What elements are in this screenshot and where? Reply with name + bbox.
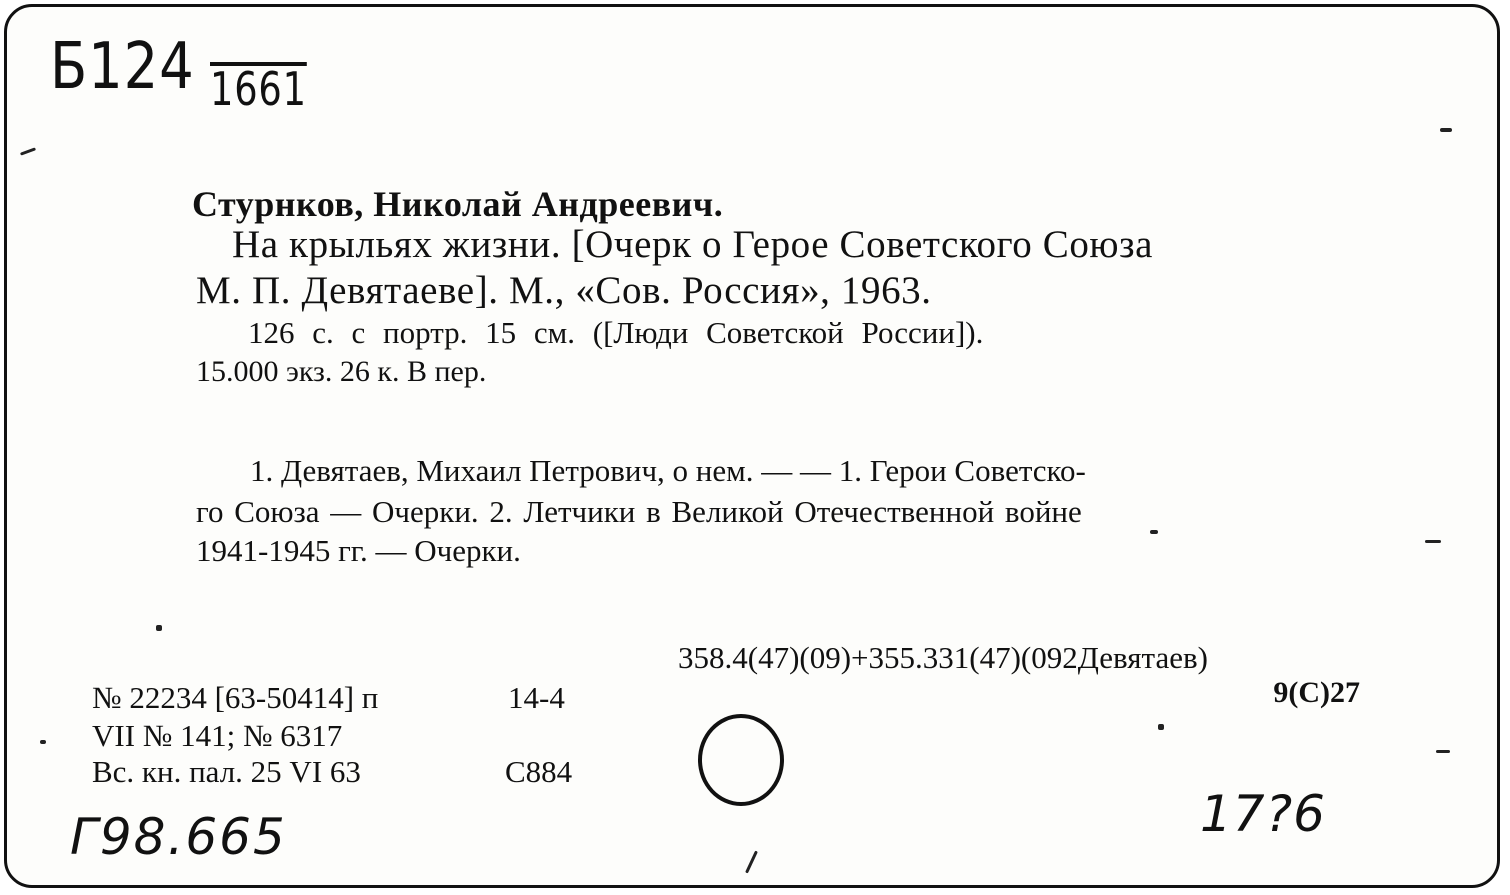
handwritten-inventory-right: 17?6: [1200, 785, 1326, 843]
scan-speck: [1158, 724, 1164, 730]
registration-line-1: № 22234 [63-50414] п: [92, 680, 379, 715]
subject-line-3: 1941-1945 гг. — Очерки.: [196, 533, 521, 568]
scan-speck: [156, 625, 162, 631]
title-line-2: М. П. Девятаеве]. М., «Сов. Россия», 1963.: [196, 269, 932, 312]
title-line-1: На крыльях жизни. [Очерк о Герое Советского Союза: [232, 223, 1154, 266]
scan-speck: [40, 740, 46, 744]
subject-line-1: 1. Девятаев, Михаил Петрович, о нем. — — 1. Герои Советско-: [250, 453, 1086, 488]
physical-description-line-2: 15.000 экз. 26 к. В пер.: [196, 355, 487, 388]
registration-line-3: Вс. кн. пал. 25 VI 63: [92, 754, 361, 789]
bbk-index: 9(С)27: [1273, 676, 1360, 709]
scan-speck: [1440, 128, 1452, 132]
udc-index: 358.4(47)(09)+355.331(47)(092Девятаев): [678, 640, 1208, 675]
author-heading: Стурнков, Николай Андреевич.: [192, 184, 724, 224]
subject-line-2: го Союза — Очерки. 2. Летчики в Великой Отечественной войне: [196, 494, 1082, 529]
card-code-2: С884: [505, 754, 573, 789]
scan-speck: [1150, 530, 1158, 534]
card-code-1: 14-4: [508, 680, 565, 715]
handwritten-inventory-left: Г98.665: [70, 808, 287, 866]
shelfmark-sub: 1661: [210, 62, 307, 116]
circle-mark: [698, 714, 784, 806]
shelfmark-main: Б124: [50, 30, 195, 104]
registration-line-2: VII № 141; № 6317: [92, 718, 343, 753]
scan-speck: [1425, 540, 1441, 543]
physical-description-line-1: 126 с. с портр. 15 см. ([Люди Советской России]).: [248, 315, 984, 350]
scan-speck: [1436, 750, 1450, 753]
